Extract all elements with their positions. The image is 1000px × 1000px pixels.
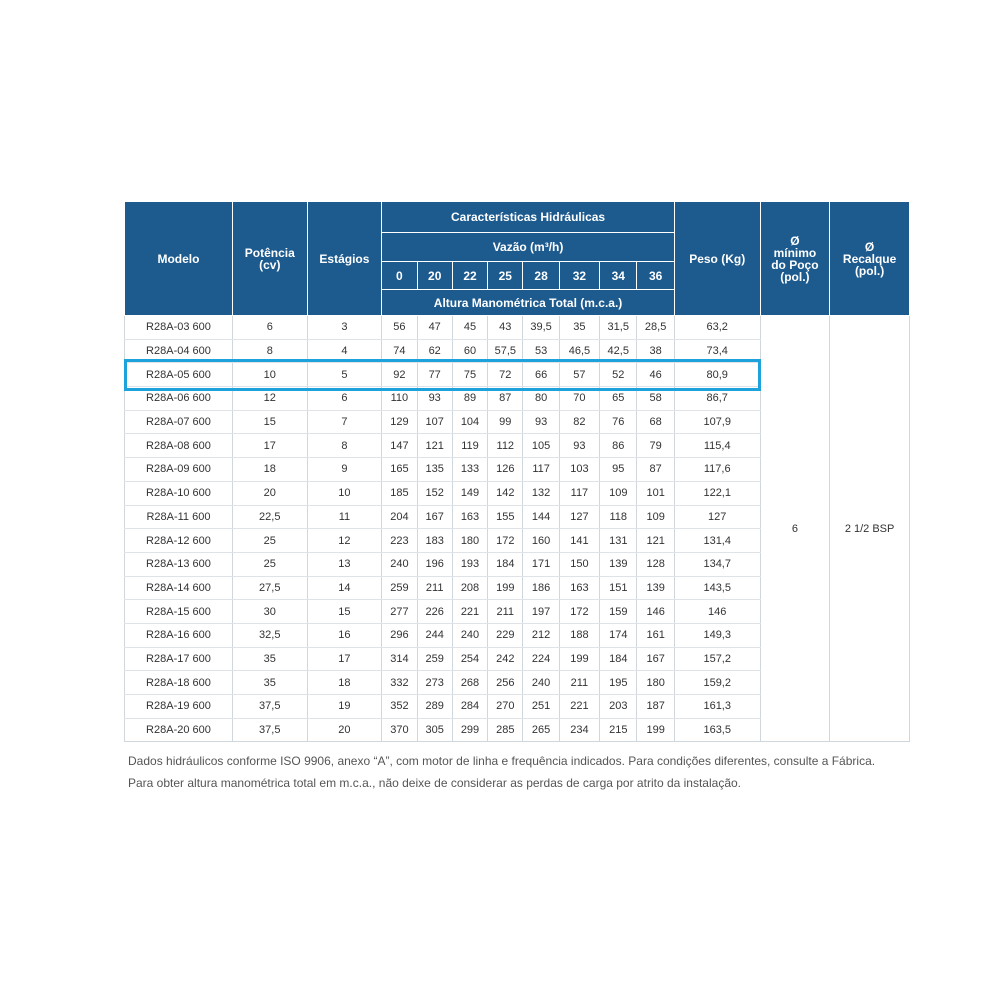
cell-head: 196 — [417, 552, 452, 576]
cell-weight: 161,3 — [674, 695, 760, 719]
cell-head: 147 — [382, 434, 417, 458]
cell-head: 93 — [559, 434, 599, 458]
cell-head: 149 — [452, 481, 487, 505]
cell-head: 159 — [600, 600, 637, 624]
cell-head: 35 — [559, 316, 599, 340]
cell-head: 105 — [523, 434, 559, 458]
cell-model: R28A-05 600 — [125, 363, 233, 387]
cell-power: 22,5 — [232, 505, 307, 529]
cell-head: 121 — [637, 529, 674, 553]
cell-head: 254 — [452, 647, 487, 671]
cell-model: R28A-16 600 — [125, 623, 233, 647]
cell-head: 305 — [417, 718, 452, 742]
cell-head: 171 — [523, 552, 559, 576]
cell-head: 72 — [488, 363, 523, 387]
cell-head: 43 — [488, 316, 523, 340]
cell-head: 195 — [600, 671, 637, 695]
cell-head: 128 — [637, 552, 674, 576]
cell-discharge: 2 1/2 BSP — [830, 316, 910, 742]
cell-head: 95 — [600, 458, 637, 482]
cell-weight: 73,4 — [674, 339, 760, 363]
cell-stages: 15 — [307, 600, 382, 624]
cell-head: 285 — [488, 718, 523, 742]
cell-head: 86 — [600, 434, 637, 458]
cell-head: 160 — [523, 529, 559, 553]
cell-head: 62 — [417, 339, 452, 363]
cell-weight: 143,5 — [674, 576, 760, 600]
cell-head: 56 — [382, 316, 417, 340]
cell-head: 89 — [452, 387, 487, 411]
cell-head: 184 — [488, 552, 523, 576]
cell-head: 46,5 — [559, 339, 599, 363]
cell-stages: 4 — [307, 339, 382, 363]
cell-stages: 12 — [307, 529, 382, 553]
cell-head: 221 — [452, 600, 487, 624]
cell-head: 299 — [452, 718, 487, 742]
cell-head: 112 — [488, 434, 523, 458]
table-row — [125, 316, 910, 340]
cell-head: 259 — [417, 647, 452, 671]
pump-spec-table — [124, 201, 910, 742]
cell-power: 12 — [232, 387, 307, 411]
cell-head: 242 — [488, 647, 523, 671]
cell-power: 6 — [232, 316, 307, 340]
cell-head: 187 — [637, 695, 674, 719]
cell-head: 117 — [523, 458, 559, 482]
header-well-line2: mínimo — [773, 245, 817, 260]
cell-head: 77 — [417, 363, 452, 387]
header-flow-value: 22 — [452, 262, 487, 290]
cell-head: 53 — [523, 339, 559, 363]
cell-power: 20 — [232, 481, 307, 505]
cell-head: 82 — [559, 410, 599, 434]
cell-model: R28A-07 600 — [125, 410, 233, 434]
cell-head: 240 — [523, 671, 559, 695]
header-flow-value: 0 — [382, 262, 417, 290]
cell-head: 66 — [523, 363, 559, 387]
cell-head: 224 — [523, 647, 559, 671]
header-flow-value: 20 — [417, 262, 452, 290]
cell-model: R28A-04 600 — [125, 339, 233, 363]
cell-weight: 131,4 — [674, 529, 760, 553]
cell-head: 150 — [559, 552, 599, 576]
cell-head: 215 — [600, 718, 637, 742]
cell-head: 256 — [488, 671, 523, 695]
cell-head: 139 — [637, 576, 674, 600]
cell-power: 35 — [232, 671, 307, 695]
cell-stages: 17 — [307, 647, 382, 671]
cell-head: 133 — [452, 458, 487, 482]
header-well-symbol: Ø — [790, 233, 800, 248]
cell-head: 289 — [417, 695, 452, 719]
cell-head: 68 — [637, 410, 674, 434]
cell-power: 30 — [232, 600, 307, 624]
cell-head: 131 — [600, 529, 637, 553]
cell-head: 87 — [488, 387, 523, 411]
cell-head: 197 — [523, 600, 559, 624]
header-flow-value: 34 — [600, 262, 637, 290]
cell-model: R28A-08 600 — [125, 434, 233, 458]
cell-well-min: 6 — [760, 316, 830, 742]
cell-power: 37,5 — [232, 695, 307, 719]
cell-head: 28,5 — [637, 316, 674, 340]
cell-power: 8 — [232, 339, 307, 363]
cell-weight: 157,2 — [674, 647, 760, 671]
cell-head: 45 — [452, 316, 487, 340]
cell-head: 135 — [417, 458, 452, 482]
cell-weight: 122,1 — [674, 481, 760, 505]
cell-model: R28A-11 600 — [125, 505, 233, 529]
cell-stages: 19 — [307, 695, 382, 719]
cell-head: 193 — [452, 552, 487, 576]
cell-stages: 7 — [307, 410, 382, 434]
cell-head: 141 — [559, 529, 599, 553]
cell-head: 172 — [488, 529, 523, 553]
cell-head: 273 — [417, 671, 452, 695]
header-hydraulic: Características Hidráulicas — [382, 202, 675, 233]
cell-head: 151 — [600, 576, 637, 600]
cell-head: 163 — [559, 576, 599, 600]
cell-stages: 11 — [307, 505, 382, 529]
cell-head: 183 — [417, 529, 452, 553]
header-well-min — [760, 202, 830, 316]
cell-head: 161 — [637, 623, 674, 647]
cell-stages: 16 — [307, 623, 382, 647]
cell-head: 127 — [559, 505, 599, 529]
cell-head: 129 — [382, 410, 417, 434]
cell-head: 284 — [452, 695, 487, 719]
cell-head: 87 — [637, 458, 674, 482]
cell-weight: 146 — [674, 600, 760, 624]
cell-head: 211 — [417, 576, 452, 600]
cell-weight: 163,5 — [674, 718, 760, 742]
cell-power: 10 — [232, 363, 307, 387]
cell-head: 109 — [637, 505, 674, 529]
cell-head: 31,5 — [600, 316, 637, 340]
cell-head: 180 — [637, 671, 674, 695]
cell-head: 109 — [600, 481, 637, 505]
cell-head: 132 — [523, 481, 559, 505]
cell-head: 221 — [559, 695, 599, 719]
cell-head: 234 — [559, 718, 599, 742]
cell-power: 17 — [232, 434, 307, 458]
cell-weight: 80,9 — [674, 363, 760, 387]
cell-weight: 107,9 — [674, 410, 760, 434]
header-weight: Peso (Kg) — [674, 202, 760, 316]
cell-head: 104 — [452, 410, 487, 434]
cell-stages: 10 — [307, 481, 382, 505]
cell-power: 27,5 — [232, 576, 307, 600]
cell-model: R28A-15 600 — [125, 600, 233, 624]
cell-head: 244 — [417, 623, 452, 647]
cell-stages: 14 — [307, 576, 382, 600]
cell-head: 80 — [523, 387, 559, 411]
header-head: Altura Manométrica Total (m.c.a.) — [382, 290, 675, 316]
cell-head: 76 — [600, 410, 637, 434]
cell-head: 93 — [523, 410, 559, 434]
header-model: Modelo — [125, 202, 233, 316]
cell-head: 46 — [637, 363, 674, 387]
cell-power: 25 — [232, 552, 307, 576]
cell-head: 165 — [382, 458, 417, 482]
cell-stages: 20 — [307, 718, 382, 742]
cell-head: 268 — [452, 671, 487, 695]
cell-head: 226 — [417, 600, 452, 624]
header-flow-value: 32 — [559, 262, 599, 290]
cell-stages: 13 — [307, 552, 382, 576]
cell-head: 79 — [637, 434, 674, 458]
cell-head: 185 — [382, 481, 417, 505]
cell-head: 188 — [559, 623, 599, 647]
cell-model: R28A-10 600 — [125, 481, 233, 505]
cell-head: 60 — [452, 339, 487, 363]
cell-power: 37,5 — [232, 718, 307, 742]
cell-power: 35 — [232, 647, 307, 671]
header-discharge — [830, 202, 910, 316]
cell-head: 184 — [600, 647, 637, 671]
cell-head: 163 — [452, 505, 487, 529]
cell-model: R28A-13 600 — [125, 552, 233, 576]
cell-weight: 115,4 — [674, 434, 760, 458]
cell-weight: 117,6 — [674, 458, 760, 482]
cell-head: 74 — [382, 339, 417, 363]
cell-head: 146 — [637, 600, 674, 624]
cell-head: 174 — [600, 623, 637, 647]
cell-head: 270 — [488, 695, 523, 719]
cell-head: 155 — [488, 505, 523, 529]
cell-head: 118 — [600, 505, 637, 529]
header-discharge-symbol: Ø — [864, 239, 875, 254]
cell-stages: 5 — [307, 363, 382, 387]
cell-power: 32,5 — [232, 623, 307, 647]
cell-head: 57 — [559, 363, 599, 387]
cell-model: R28A-12 600 — [125, 529, 233, 553]
header-flow-value: 28 — [523, 262, 559, 290]
cell-weight: 127 — [674, 505, 760, 529]
cell-head: 65 — [600, 387, 637, 411]
cell-head: 126 — [488, 458, 523, 482]
footnote-1: Dados hidráulicos conforme ISO 9906, anexo “A”, com motor de linha e frequência indicados. Para condições diferentes, consulte a Fábrica. — [128, 754, 876, 768]
cell-head: 38 — [637, 339, 674, 363]
footnote-2: Para obter altura manométrica total em m.c.a., não deixe de considerar as perdas de carga por atrito da instalação. — [128, 776, 741, 790]
cell-head: 57,5 — [488, 339, 523, 363]
cell-power: 25 — [232, 529, 307, 553]
cell-head: 144 — [523, 505, 559, 529]
cell-head: 240 — [382, 552, 417, 576]
cell-head: 212 — [523, 623, 559, 647]
cell-head: 167 — [417, 505, 452, 529]
pump-spec-table-container — [124, 201, 910, 742]
cell-head: 204 — [382, 505, 417, 529]
cell-head: 203 — [600, 695, 637, 719]
cell-model: R28A-06 600 — [125, 387, 233, 411]
cell-head: 121 — [417, 434, 452, 458]
cell-head: 199 — [488, 576, 523, 600]
cell-head: 58 — [637, 387, 674, 411]
cell-head: 99 — [488, 410, 523, 434]
cell-head: 39,5 — [523, 316, 559, 340]
header-flow-value: 36 — [637, 262, 674, 290]
cell-head: 223 — [382, 529, 417, 553]
header-flow: Vazão (m³/h) — [382, 233, 675, 262]
cell-power: 18 — [232, 458, 307, 482]
cell-head: 208 — [452, 576, 487, 600]
header-power-unit: (cv) — [259, 257, 281, 272]
footnotes — [128, 750, 908, 790]
cell-head: 240 — [452, 623, 487, 647]
cell-head: 199 — [637, 718, 674, 742]
cell-head: 352 — [382, 695, 417, 719]
header-well-unit: (pol.) — [780, 269, 810, 284]
cell-stages: 8 — [307, 434, 382, 458]
cell-head: 139 — [600, 552, 637, 576]
cell-head: 119 — [452, 434, 487, 458]
cell-head: 314 — [382, 647, 417, 671]
cell-model: R28A-20 600 — [125, 718, 233, 742]
cell-head: 42,5 — [600, 339, 637, 363]
cell-head: 229 — [488, 623, 523, 647]
cell-weight: 149,3 — [674, 623, 760, 647]
cell-head: 103 — [559, 458, 599, 482]
cell-head: 152 — [417, 481, 452, 505]
header-discharge-label: Recalque — [842, 251, 897, 266]
cell-stages: 18 — [307, 671, 382, 695]
cell-head: 211 — [559, 671, 599, 695]
cell-head: 180 — [452, 529, 487, 553]
cell-model: R28A-09 600 — [125, 458, 233, 482]
cell-head: 75 — [452, 363, 487, 387]
header-discharge-unit: (pol.) — [854, 263, 885, 278]
cell-head: 52 — [600, 363, 637, 387]
header-flow-value: 25 — [488, 262, 523, 290]
cell-weight: 159,2 — [674, 671, 760, 695]
cell-head: 110 — [382, 387, 417, 411]
cell-model: R28A-14 600 — [125, 576, 233, 600]
cell-head: 47 — [417, 316, 452, 340]
cell-head: 172 — [559, 600, 599, 624]
cell-head: 199 — [559, 647, 599, 671]
cell-model: R28A-18 600 — [125, 671, 233, 695]
cell-model: R28A-19 600 — [125, 695, 233, 719]
cell-head: 332 — [382, 671, 417, 695]
cell-head: 296 — [382, 623, 417, 647]
header-power — [232, 202, 307, 316]
cell-head: 101 — [637, 481, 674, 505]
cell-stages: 6 — [307, 387, 382, 411]
header-power-label: Potência — [244, 245, 295, 260]
cell-head: 107 — [417, 410, 452, 434]
cell-weight: 86,7 — [674, 387, 760, 411]
cell-head: 70 — [559, 387, 599, 411]
cell-head: 211 — [488, 600, 523, 624]
cell-head: 259 — [382, 576, 417, 600]
cell-power: 15 — [232, 410, 307, 434]
table-body — [125, 316, 910, 742]
cell-head: 117 — [559, 481, 599, 505]
cell-model: R28A-03 600 — [125, 316, 233, 340]
cell-weight: 134,7 — [674, 552, 760, 576]
cell-stages: 9 — [307, 458, 382, 482]
cell-head: 186 — [523, 576, 559, 600]
cell-head: 265 — [523, 718, 559, 742]
cell-head: 92 — [382, 363, 417, 387]
cell-stages: 3 — [307, 316, 382, 340]
cell-head: 277 — [382, 600, 417, 624]
cell-model: R28A-17 600 — [125, 647, 233, 671]
cell-head: 251 — [523, 695, 559, 719]
header-stages: Estágios — [307, 202, 382, 316]
cell-head: 142 — [488, 481, 523, 505]
cell-head: 167 — [637, 647, 674, 671]
header-well-line3: do Poço — [771, 257, 819, 272]
cell-weight: 63,2 — [674, 316, 760, 340]
cell-head: 370 — [382, 718, 417, 742]
cell-head: 93 — [417, 387, 452, 411]
